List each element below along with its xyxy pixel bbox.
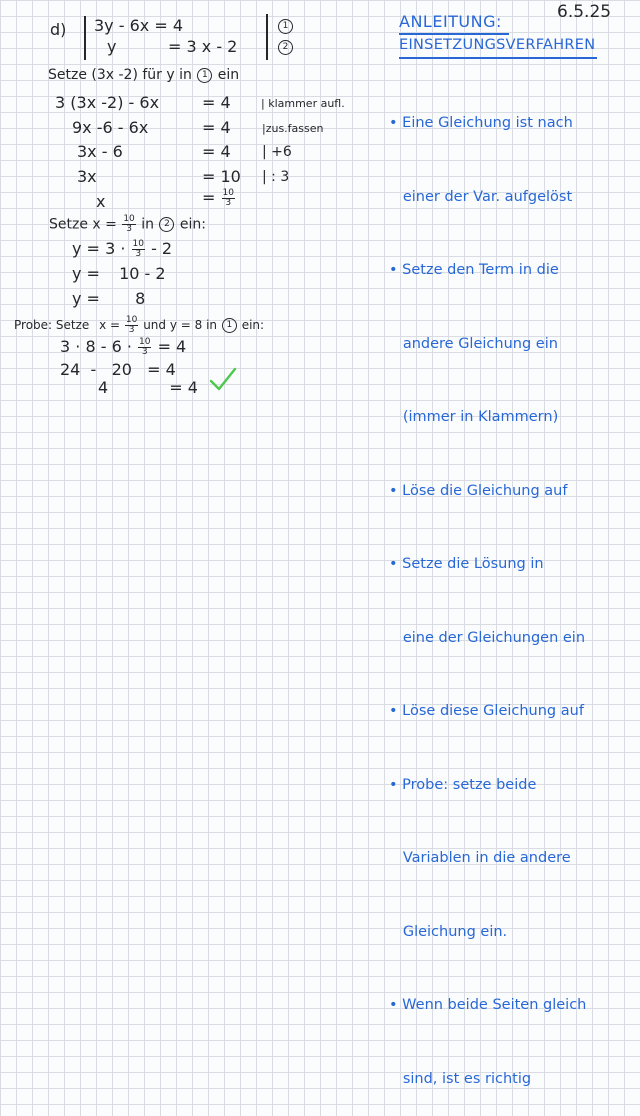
instruction-line: Variablen in die andere [389,850,571,866]
instruction-list [389,62,586,1116]
y-line-2 [72,264,166,283]
instruction-line: • Löse die Gleichung auf [389,482,568,499]
step2-post: ein: [179,216,206,233]
problem-label: d) [50,20,67,39]
y-line-1-fraction [132,240,145,259]
equation-1-number: 1 [278,19,293,34]
probe-instruction [14,316,264,335]
equation-2-number: 2 [278,40,293,55]
instruction-line: • Setze den Term in die [389,262,559,278]
probe-denominator: 3 [128,325,135,335]
probe-line-1 [60,337,186,357]
checkmark-icon [208,366,238,392]
y-line-1-pre: 3 · [105,239,126,258]
title-underline-1 [399,33,509,35]
probe-mid: und y = 8 in [143,318,218,332]
step2-equation-ref: 2 [159,217,174,232]
instruction-line: sind, ist es richtig [389,1070,532,1087]
step1-equation-ref: 1 [197,68,212,83]
calc-row-4-rhs: = 10 [202,167,241,186]
calc-row-2-lhs: 9x -6 - 6x [72,118,149,137]
instruction-line: • Löse diese Gleichung auf [389,703,584,719]
instruction-line: andere Gleichung ein [389,335,558,352]
system-bar-left [84,16,86,60]
calc-row-4-lhs: 3x [77,167,97,186]
x-result-denominator: 3 [225,198,232,208]
calc-row-3-note: | +6 [262,144,292,160]
y-line-1-lhs: y = [72,239,100,258]
calc-row-2-note: |zus.fassen [262,122,324,135]
date: 6.5.25 [557,2,612,22]
probe-line-2: 24 - 20 = 4 [60,360,176,379]
step2-fraction [122,215,135,234]
probe-line-1-post: = 4 [157,337,187,356]
equation-1: 3y - 6x = 4 [94,16,183,35]
calc-row-1-note: | klammer aufl. [261,97,345,110]
y-line-3-text: 8 [135,289,146,308]
y-line-1-post: - 2 [151,239,173,258]
calc-row-1-lhs: 3 (3x -2) - 6x [55,93,160,112]
step2-numerator: 10 [123,214,135,224]
calc-row-3-rhs: = 4 [202,142,231,161]
probe-fraction [125,316,138,335]
step2-instruction [49,215,206,234]
system-bar-right [266,14,268,60]
probe-line-1-pre: 3 · 8 - 6 · [60,337,132,356]
x-result-var: x [96,192,106,211]
x-result-eq: = [202,188,216,207]
step1-instruction [48,67,239,83]
instruction-line: • Probe: setze beide [389,776,537,793]
calc-row-3-lhs: 3x - 6 [77,142,123,161]
instruction-line: • Eine Gleichung ist nach [389,115,573,131]
instructions-title: ANLEITUNG: [399,12,502,31]
probe-line-1-denominator: 3 [141,347,148,357]
probe-line-3: 4 = 4 [98,378,198,397]
probe-numerator: 10 [125,315,138,325]
y-line-3-lhs: y = [72,289,100,308]
x-result-fraction [222,189,235,208]
equation-2-rhs: = 3 x - 2 [168,37,238,56]
instruction-line: eine der Gleichungen ein [389,629,586,646]
instruction-line: • Setze die Lösung in [389,556,544,572]
y-line-1 [72,239,172,259]
y-line-1-denominator: 3 [135,249,142,259]
x-result-numerator: 10 [222,188,234,198]
x-result [202,188,236,208]
step2-mid: in [141,216,154,233]
probe-post: ein: [241,318,265,332]
instruction-line: einer der Var. aufgelöst [389,188,573,205]
y-line-1-numerator: 10 [132,239,144,249]
step1-post: ein [217,67,240,83]
instruction-line: Gleichung ein. [389,923,508,940]
calc-row-4-note: | : 3 [262,169,290,185]
step2-text: Setze x = [49,216,117,233]
y-line-2-lhs: y = [72,264,100,283]
step2-denominator: 3 [126,224,132,234]
title-underline-2 [399,57,597,59]
instruction-line: (immer in Klammern) [389,409,559,425]
probe-line-1-numerator: 10 [139,337,151,347]
calc-row-2-rhs: = 4 [202,118,231,137]
y-line-2-text: 10 - 2 [119,264,166,283]
calc-row-1-rhs: = 4 [202,93,231,112]
y-line-3 [72,289,145,308]
instruction-line: • Wenn beide Seiten gleich [389,997,587,1013]
instructions-subtitle: EINSETZUNGSVERFAHREN [399,37,596,53]
equation-2-var: y [107,37,117,56]
probe-equation-ref: 1 [222,318,237,333]
step1-text: Setze (3x -2) für y in [48,67,192,83]
probe-line-1-fraction [138,338,151,357]
probe-x: x = [99,318,121,332]
probe-text: Probe: Setze [14,318,90,332]
